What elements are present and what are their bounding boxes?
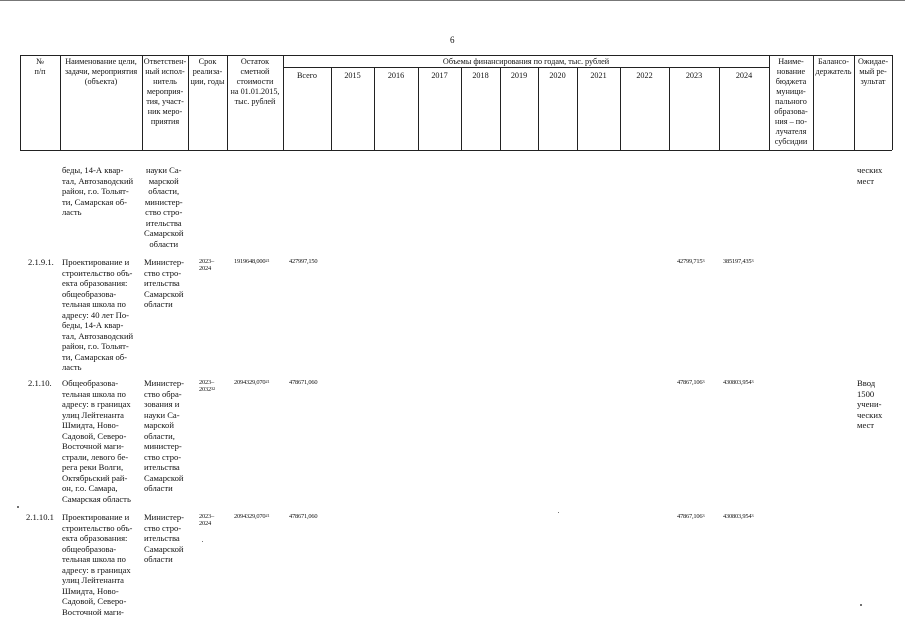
row-remaining: 2094329,070$^{21}$ <box>234 379 270 386</box>
header-total: Всего <box>296 71 318 80</box>
row-2024: 430803,954$^3$ <box>723 379 754 386</box>
header-year-2017: 2017 <box>431 71 448 80</box>
row-2024: 385197,435$^3$ <box>723 258 754 265</box>
header-year-2021: 2021 <box>590 71 607 80</box>
header-num: № п/п <box>34 57 46 76</box>
header-remaining: Остаток сметной стоимости на 01.01.2015, тыс. рублей <box>230 57 280 106</box>
page-number: 6 <box>450 35 455 45</box>
top-border-line <box>0 0 905 1</box>
header-year-2020: 2020 <box>549 71 566 80</box>
scan-speck <box>860 604 862 606</box>
row-name: Общеобразова- тельная школа по адресу: в границах улиц Лейтенанта Шмидта, Ново- Садовой, Северо- Восточной маги- страли, левого бе- рега реки Волги, Октябрьский рай- он, г.о. Самара, Самарская область <box>62 378 131 504</box>
scan-speck <box>17 506 19 508</box>
header-year-2018: 2018 <box>472 71 489 80</box>
row-2023: 42799,715$^3$ <box>677 258 705 265</box>
row-responsible: Министер- ство обра- зования и науки Са- марской области, министер- ство стро- ительства Самарской области <box>144 378 184 493</box>
row-responsible: Министер- ство стро- ительства Самарской области <box>144 512 184 564</box>
row-total: 427997,150 <box>289 258 318 265</box>
header-recipient: Наиме- нование бюджета муници- пального образова- ния – по- лучателя субсидии <box>774 57 808 146</box>
row-term: 2023– 2024 <box>199 513 214 527</box>
row-term: 2023– 2024 <box>199 258 214 272</box>
scan-speck <box>558 512 559 513</box>
header-result: Ожидае- мый ре- зультат <box>857 57 889 86</box>
row-result: ческих мест <box>857 165 883 186</box>
row-num: 2.1.10. <box>28 378 52 388</box>
header-year-2023: 2023 <box>685 71 703 80</box>
row-2023: 47867,106$^3$ <box>677 379 705 386</box>
header-year-2024: 2024 <box>735 71 753 80</box>
row-term: 2023– 2032$^{32}$ <box>199 379 216 393</box>
row-2023: 47867,106$^3$ <box>677 513 705 520</box>
row-result: Ввод 1500 учени- ческих мест <box>857 378 883 430</box>
header-year-2015: 2015 <box>344 71 361 80</box>
row-total: 478671,060 <box>289 513 318 520</box>
header-year-2016: 2016 <box>387 71 405 80</box>
row-name: Проектирование и строительство объ- екта образования: общеобразова- тельная школа по адресу: 40 лет По- беды, 14-А квар- тал, Автозаводский район, г.о. Тольят- ти, Самарская об- ласть <box>62 257 134 372</box>
row-num: 2.1.9.1. <box>28 257 54 267</box>
header-term: Срок реализа- ции, годы <box>190 57 225 86</box>
row-remaining: 2094329,070$^{21}$ <box>234 513 270 520</box>
row-name: беды, 14-А квар- тал, Автозаводский район, г.о. Тольят- ти, Самарская об- ласть <box>62 165 134 217</box>
header-holder: Балансо- держатель <box>815 57 852 76</box>
header-year-2022: 2022 <box>636 71 653 80</box>
row-name: Проектирование и строительство объ- екта образования: общеобразова- тельная школа по адресу: в границах улиц Лейтенанта Шмидта, Ново- Садовой, Северо- Восточной маги- <box>62 512 133 617</box>
scan-speck <box>202 541 203 542</box>
header-name: Наименование цели, задачи, мероприятия (объекта) <box>64 57 138 86</box>
row-responsible: Министер- ство стро- ительства Самарской области <box>144 257 184 309</box>
row-2024: 430803,954$^3$ <box>723 513 754 520</box>
row-responsible: науки Са- марской области, министер- ство стро- ительства Самарской области <box>144 165 184 249</box>
row-num: 2.1.10.1 <box>26 512 54 522</box>
row-remaining: 1919648,000$^{21}$ <box>234 258 270 265</box>
header-responsible: Ответствен- ный испол- нитель мероприя- тия, участ- ник меро- приятия <box>143 57 187 126</box>
header-year-2019: 2019 <box>510 71 528 80</box>
row-total: 478671,060 <box>289 379 318 386</box>
header-financing: Объемы финансирования по годам, тыс. рублей <box>442 57 610 66</box>
